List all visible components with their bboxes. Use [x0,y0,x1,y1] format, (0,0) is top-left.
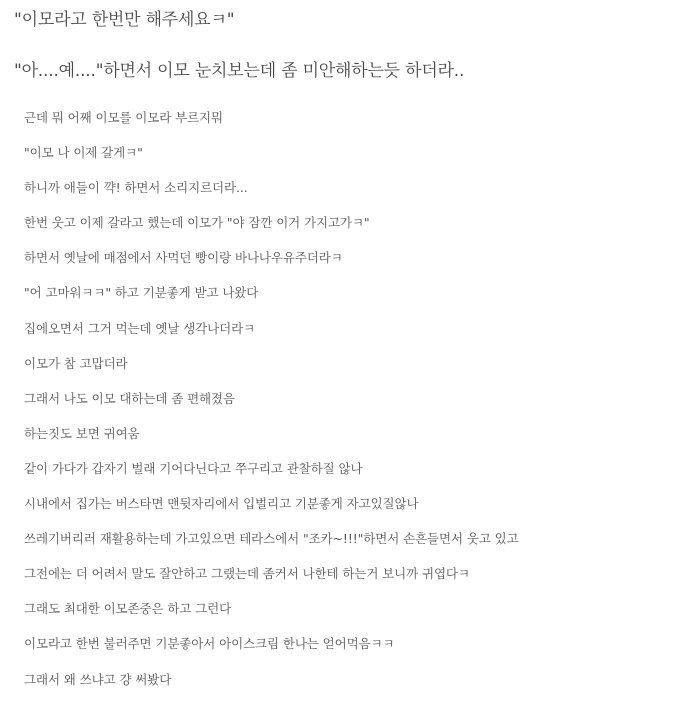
text-line: 그래서 왜 쓰냐고 걍 써봤다 [24,671,172,687]
header-line-1: "이모라고 한번만 해주세요ㅋ" [14,10,235,30]
text-line: 그전에는 더 어려서 말도 잘안하고 그랬는데 좀커서 나한테 하는거 보니까 귀엽다ㅋ [24,566,470,582]
text-line: 근데 뭐 어째 이모를 이모라 부르지뭐 [24,110,223,125]
text-line: 그래도 최대한 이모존중은 하고 그런다 [24,601,232,617]
text-line: 시내에서 집가는 버스타면 맨뒷자리에서 입벌리고 기분좋게 자고있질않나 [24,496,419,512]
text-line: 쓰레기버리러 재활용하는데 가고있으면 테라스에서 "조카~!!!"하면서 손흔들면서 웃고 있고 [24,531,519,547]
text-line: 그래서 나도 이모 대하는데 좀 편해졌음 [24,390,235,406]
text-line: 하는짓도 보면 귀여움 [24,425,140,441]
text-line: 한번 웃고 이제 갈라고 했는데 이모가 "야 잠깐 이거 가지고가ㅋ" [24,215,370,231]
text-line: "이모 나 이제 갈게ㅋ" [24,145,143,161]
text-line: 하면서 옛날에 매점에서 사먹던 빵이랑 바나나우유주더라ㅋ [24,250,343,266]
text-line: 같이 가다가 갑자기 벌래 기어다닌다고 쭈구리고 관찰하질 않나 [24,460,363,476]
text-line: 하니까 애들이 꺅! 하면서 소리지르더라... [24,180,248,196]
header-line-2: "아....예...."하면서 이모 눈치보는데 좀 미안해하는듯 하더라.. [14,61,465,81]
text-line: 이모가 참 고맙더라 [24,355,128,371]
text-line: "어 고마워ㅋㅋ" 하고 기분좋게 받고 나왔다 [24,285,259,301]
text-line: 이모라고 한번 불러주면 기분좋아서 아이스크림 한나는 얻어먹음ㅋㅋ [24,636,395,652]
text-line: 집에오면서 그거 먹는데 옛날 생각나더라ㅋ [24,320,256,336]
body-text [24,108,519,705]
